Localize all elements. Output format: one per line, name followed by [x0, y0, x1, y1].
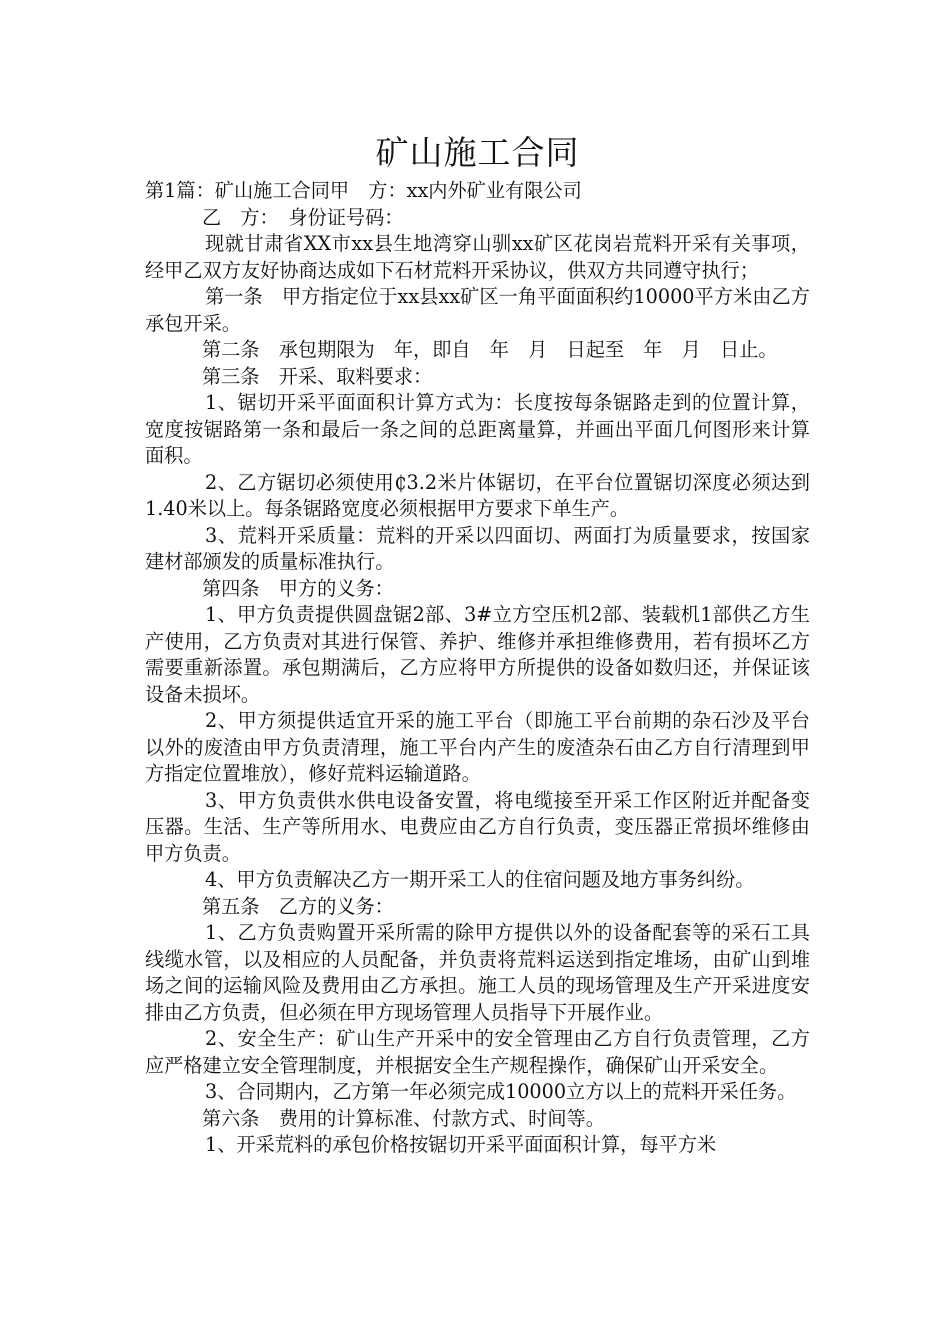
paragraph-article-4-item-1: 1、甲方负责提供圆盘锯2部、3#立方空压机2部、装载机1部供乙方生产使用，乙方负责对其进行保管、养护、维修并承担维修费用，若有损坏乙方需要重新添置。承包期满后，乙方应将甲方所提供的设备如数归还，并保证该设备未损坏。 [145, 603, 810, 706]
paragraph-article-5-item-3: 3、合同期内，乙方第一年必须完成10000立方以上的荒料开采任务。 [205, 1080, 797, 1103]
document-body [145, 128, 810, 1159]
paragraph-article-3-item-1: 1、锯切开采平面面积计算方式为：长度按每条锯路走到的位置计算，宽度按锯路第一条和最后一条之间的总距离量算，并画出平面几何图形来计算面积。 [145, 391, 810, 467]
paragraph-part-b-header: 乙 方： 身份证号码： [202, 205, 404, 229]
paragraph-article-3-item-3: 3、荒料开采质量：荒料的开采以四面切、两面打为质量要求，按国家建材部颁发的质量标准执行。 [145, 523, 810, 573]
paragraph-article-3-heading: 第三条 开采、取料要求： [202, 364, 433, 388]
paragraph-article-5-heading: 第五条 乙方的义务： [202, 894, 394, 918]
paragraph-article-5-item-1: 1、乙方负责购置开采所需的除甲方提供以外的设备配套等的采石工具线缆水管，以及相应的人员配备，并负责将荒料运送到指定堆场，由矿山到堆场之间的运输风险及费用由乙方承担。施工人员的现场管理及生产开采进度安排由乙方负责，但必须在甲方现场管理人员指导下开展作业。 [145, 921, 810, 1024]
paragraph-preamble: 现就甘肃省XX市xx县生地湾穿山驯xx矿区花岗岩荒料开采有关事项，经甲乙双方友好协商达成如下石材荒料开采协议，供双方共同遵守执行； [145, 232, 810, 282]
paragraph-article-4-item-4: 4、甲方负责解决乙方一期开采工人的住宿问题及地方事务纠纷。 [205, 868, 755, 891]
paragraph-article-4-item-2: 2、甲方须提供适宜开采的施工平台（即施工平台前期的杂石沙及平台以外的废渣由甲方负责清理，施工平台内产生的废渣杂石由乙方自行清理到甲方指定位置堆放），修好荒料运输道路。 [145, 709, 810, 785]
paragraph-article-6-item-1: 1、开采荒料的承包价格按锯切开采平面面积计算，每平方米 [205, 1133, 717, 1156]
paragraph-article-2: 第二条 承包期限为 年，即自 年 月 日起至 年 月 日止。 [202, 338, 778, 361]
paragraph-article-3-item-2: 2、乙方锯切必须使用₵3.2米片体锯切，在平台位置锯切深度必须达到1.40米以上。每条锯路宽度必须根据甲方要求下单生产。 [145, 470, 810, 520]
paragraph-article-4-item-3: 3、甲方负责供水供电设备安置，将电缆接至开采工作区附近并配备变压器。生活、生产等所用水、电费应由乙方自行负责，变压器正常损坏维修由甲方负责。 [145, 788, 810, 865]
document-title: 矿山施工合同 [375, 133, 580, 172]
paragraph-article-6-heading: 第六条 费用的计算标准、付款方式、时间等。 [202, 1106, 605, 1130]
paragraph-article-1: 第一条 甲方指定位于xx县xx矿区一角平面面积约10000平方米由乙方承包开采。 [145, 285, 810, 335]
paragraph-part-a-header: 第1篇：矿山施工合同甲 方：xx内外矿业有限公司 [145, 179, 582, 202]
paragraph-article-5-item-2: 2、安全生产：矿山生产开采中的安全管理由乙方自行负责管理，乙方应严格建立安全管理制度，并根据安全生产规程操作，确保矿山开采安全。 [145, 1027, 810, 1077]
paragraph-article-4-heading: 第四条 甲方的义务： [202, 576, 394, 600]
